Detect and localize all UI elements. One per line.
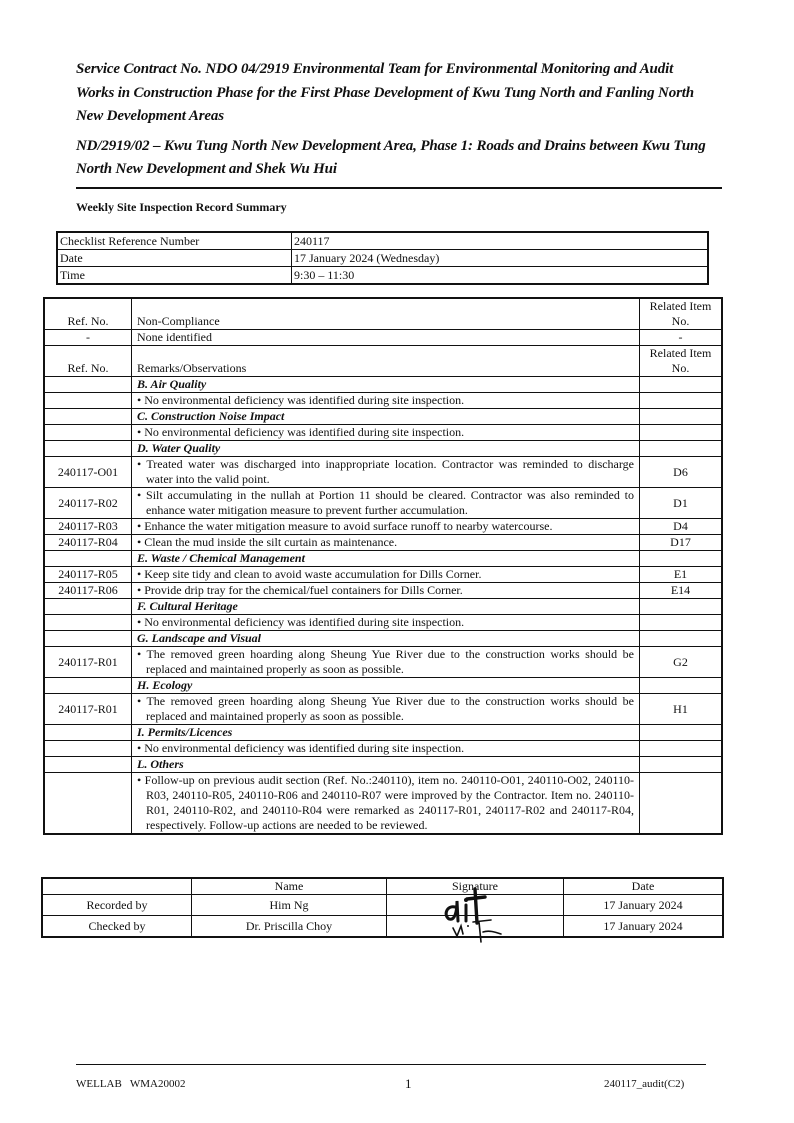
table-row	[44, 519, 722, 535]
signature-priscilla-choy-icon	[449, 914, 509, 944]
table-row	[44, 488, 722, 519]
remark-text: • No environmental deficiency was identified during site inspection.	[132, 615, 640, 631]
info-row	[57, 232, 708, 250]
section-title: F. Cultural Heritage	[132, 599, 640, 615]
related-cell: G2	[640, 647, 723, 678]
ref-cell	[44, 615, 132, 631]
date-cell: 17 January 2024	[564, 916, 724, 938]
info-label: Checklist Reference Number	[57, 232, 292, 250]
remark-text: • Treated water was discharged into inappropriate location. Contractor was reminded to discharge water into the valid point.	[132, 457, 640, 488]
section-row	[44, 631, 722, 647]
document-subtitle: Weekly Site Inspection Record Summary	[76, 200, 287, 214]
table-row	[44, 583, 722, 599]
remark-text: • Provide drip tray for the chemical/fuel containers for Dills Corner.	[132, 583, 640, 599]
signoff-row	[42, 916, 723, 938]
signoff-table	[41, 877, 724, 938]
desc-cell: None identified	[132, 330, 640, 346]
checklist-info-table	[56, 231, 709, 285]
remarks-header-row	[44, 346, 722, 377]
remark-text: • Keep site tidy and clean to avoid waste accumulation for Dills Corner.	[132, 567, 640, 583]
col-signature-header: Signature	[387, 878, 564, 895]
signoff-row	[42, 895, 723, 916]
table-row	[44, 694, 722, 725]
section-row	[44, 377, 722, 393]
related-cell: -	[640, 330, 723, 346]
col-ref-header: Ref. No.	[44, 346, 132, 377]
section-title: I. Permits/Licences	[132, 725, 640, 741]
info-label: Date	[57, 250, 292, 267]
ref-cell	[44, 773, 132, 835]
related-cell	[640, 393, 723, 409]
related-cell	[640, 615, 723, 631]
section-title: G. Landscape and Visual	[132, 631, 640, 647]
footer-right: 240117_audit(C2)	[604, 1078, 685, 1090]
name-cell: Him Ng	[192, 895, 387, 916]
ref-cell: 240117-R01	[44, 647, 132, 678]
related-cell	[640, 425, 723, 441]
remark-text: • Enhance the water mitigation measure to avoid surface runoff to nearby watercourse.	[132, 519, 640, 535]
related-cell: D1	[640, 488, 723, 519]
info-label: Time	[57, 267, 292, 285]
section-title: H. Ecology	[132, 678, 640, 694]
table-row	[44, 647, 722, 678]
ref-cell: 240117-R06	[44, 583, 132, 599]
info-value: 17 January 2024 (Wednesday)	[292, 250, 709, 267]
info-row	[57, 250, 708, 267]
related-cell: E1	[640, 567, 723, 583]
role-cell: Checked by	[42, 916, 192, 938]
col-ref-header: Ref. No.	[44, 298, 132, 330]
remark-text: • The removed green hoarding along Sheung Yue River due to the construction works should be replaced and maintained properly as soon as possible.	[132, 694, 640, 725]
section-title: C. Construction Noise Impact	[132, 409, 640, 425]
remark-text: • Follow-up on previous audit section (Ref. No.:240110), item no. 240110-O01, 240110-O02, 240110-R03, 240110-R05, 240110-R06 and 240110-R07 were improved by the Contractor. Item no. 240110-R01, 240110-R02, and 240110-R04 were remarked as 240117-R01, 240117-R02 and 240117-R04, respectively. Follow-up actions are needed to be reviewed.	[132, 773, 640, 835]
remark-text: • No environmental deficiency was identified during site inspection.	[132, 393, 640, 409]
table-row	[44, 457, 722, 488]
col-related-header: Related Item No.	[640, 298, 723, 330]
ref-cell: 240117-O01	[44, 457, 132, 488]
section-row	[44, 757, 722, 773]
name-cell: Dr. Priscilla Choy	[192, 916, 387, 938]
col-desc-header: Non-Compliance	[132, 298, 640, 330]
section-row	[44, 441, 722, 457]
col-role-header	[42, 878, 192, 895]
footer-left: WELLAB WMA20002	[76, 1078, 186, 1090]
section-title: L. Others	[132, 757, 640, 773]
info-row	[57, 267, 708, 285]
ref-cell: 240117-R01	[44, 694, 132, 725]
ref-cell: 240117-R02	[44, 488, 132, 519]
remark-text: • The removed green hoarding along Sheung Yue River due to the construction works should be replaced and maintained properly as soon as possible.	[132, 647, 640, 678]
table-row	[44, 773, 722, 835]
section-title: B. Air Quality	[132, 377, 640, 393]
related-cell: D17	[640, 535, 723, 551]
signature-cell	[387, 895, 564, 916]
document-header	[76, 58, 706, 182]
table-row	[44, 425, 722, 441]
remark-text: • No environmental deficiency was identified during site inspection.	[132, 741, 640, 757]
signature-cell	[387, 916, 564, 938]
col-name-header: Name	[192, 878, 387, 895]
ref-cell: 240117-R04	[44, 535, 132, 551]
section-row	[44, 409, 722, 425]
section-row	[44, 725, 722, 741]
non-compliance-header-row	[44, 298, 722, 330]
role-cell: Recorded by	[42, 895, 192, 916]
section-row	[44, 599, 722, 615]
table-row	[44, 567, 722, 583]
related-cell	[640, 773, 723, 835]
page-number: 1	[405, 1076, 412, 1091]
table-row	[44, 741, 722, 757]
ref-cell: 240117-R05	[44, 567, 132, 583]
related-cell	[640, 741, 723, 757]
section-row	[44, 678, 722, 694]
section-row	[44, 551, 722, 567]
remark-text: • Silt accumulating in the nullah at Portion 11 should be cleared. Contractor was also reminded to enhance water mitigation measure to prevent further accumulation.	[132, 488, 640, 519]
footer-divider	[76, 1064, 706, 1065]
remark-text: • No environmental deficiency was identified during site inspection.	[132, 425, 640, 441]
project-title: ND/2919/02 – Kwu Tung North New Development Area, Phase 1: Roads and Drains between Kwu Tung North New Development and Shek Wu Hui	[76, 137, 706, 177]
table-row	[44, 330, 722, 346]
related-cell: D4	[640, 519, 723, 535]
ref-cell: 240117-R03	[44, 519, 132, 535]
col-related-header: Related Item No.	[640, 346, 723, 377]
ref-cell	[44, 741, 132, 757]
section-title: E. Waste / Chemical Management	[132, 551, 640, 567]
date-cell: 17 January 2024	[564, 895, 724, 916]
related-cell: E14	[640, 583, 723, 599]
header-divider	[76, 187, 722, 189]
section-title: D. Water Quality	[132, 441, 640, 457]
related-cell: H1	[640, 694, 723, 725]
info-value: 9:30 – 11:30	[292, 267, 709, 285]
table-row	[44, 535, 722, 551]
col-date-header: Date	[564, 878, 724, 895]
col-desc-header: Remarks/Observations	[132, 346, 640, 377]
table-row	[44, 393, 722, 409]
info-value: 240117	[292, 232, 709, 250]
inspection-table	[43, 297, 723, 835]
contract-title: Service Contract No. NDO 04/2919 Environmental Team for Environmental Monitoring and Audit Works in Construction Phase for the First Phase Development of Kwu Tung North and Fanling North New Development Areas	[76, 61, 694, 124]
related-cell: D6	[640, 457, 723, 488]
remark-text: • Clean the mud inside the silt curtain as maintenance.	[132, 535, 640, 551]
signoff-header-row	[42, 878, 723, 895]
ref-cell	[44, 393, 132, 409]
ref-cell	[44, 425, 132, 441]
ref-cell: -	[44, 330, 132, 346]
table-row	[44, 615, 722, 631]
